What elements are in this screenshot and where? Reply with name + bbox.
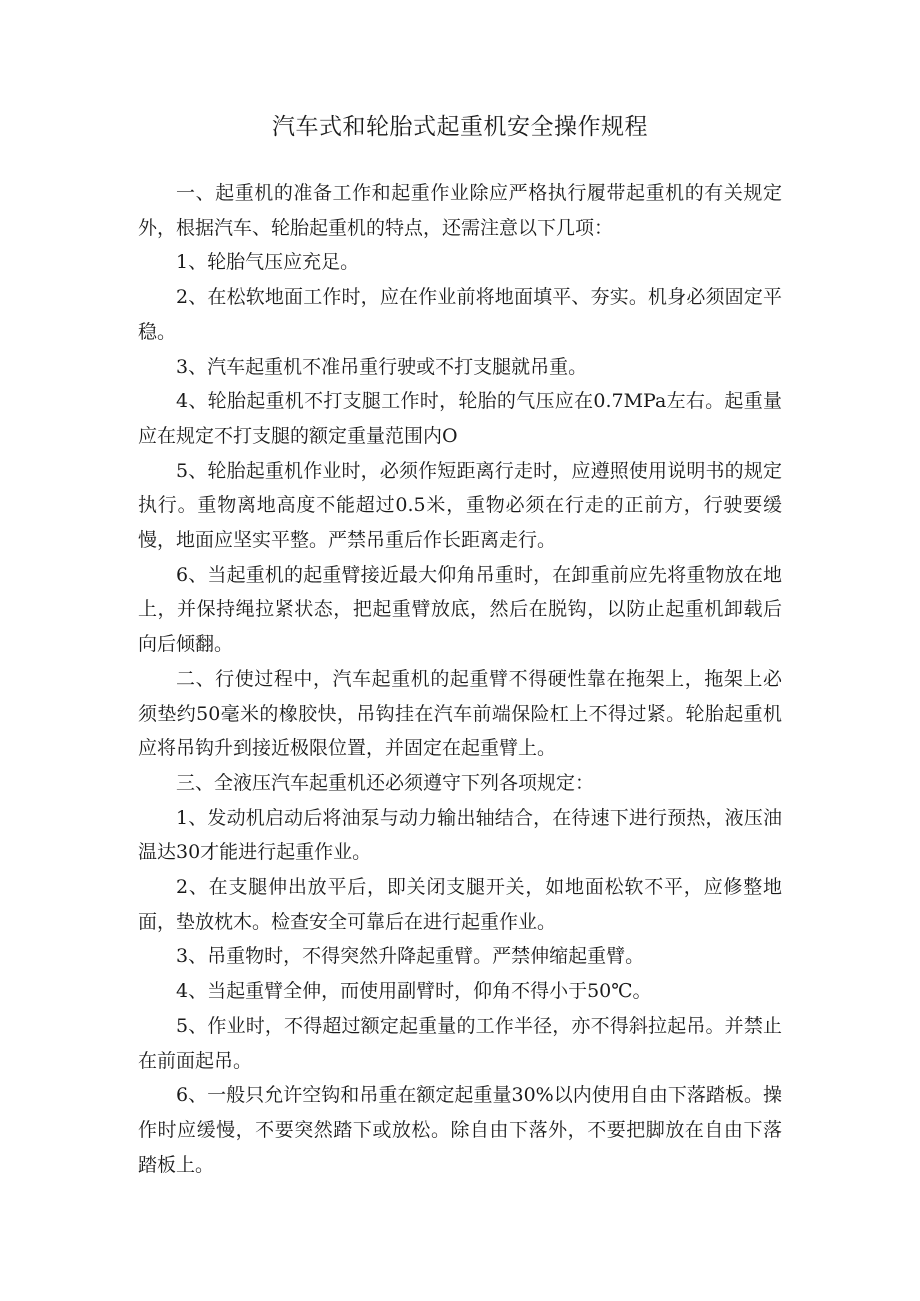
section-3-item-3: 3、吊重物时，不得突然升降起重臂。严禁伸缩起重臂。 bbox=[176, 945, 645, 968]
section-1-intro: 一、起重机的准备工作和起重作业除应严格执行履带起重机的有关规定外，根据汽车、轮胎起重机的特点，还需注意以下几项： bbox=[138, 182, 782, 239]
section-3-item-5: 5、作业时，不得超过额定起重量的工作半径，亦不得斜拉起吊。并禁止在前面起吊。 bbox=[138, 1014, 782, 1072]
section-1-item-3: 3、汽车起重机不准吊重行驶或不打支腿就吊重。 bbox=[176, 355, 588, 378]
section-1-item-6: 6、当起重机的起重臂接近最大仰角吊重时，在卸重前应先将重物放在地上，并保持绳拉紧状态，把起重臂放底，然后在脱钩，以防止起重机卸载后向后倾翻。 bbox=[138, 563, 782, 656]
document-body bbox=[138, 176, 782, 1182]
section-3-item-1: 1、发动机启动后将油泵与动力输出轴结合，在待速下进行预热，液压油温达30才能进行起重作业。 bbox=[138, 806, 782, 864]
section-3-intro: 三、全液压汽车起重机还必须遵守下列各项规定： bbox=[176, 771, 595, 794]
section-2: 二、行使过程中，汽车起重机的起重臂不得硬性靠在拖架上，拖架上必须垫约50毫米的橡胶快，吊钩挂在汽车前端保险杠上不得过紧。轮胎起重机应将吊钩升到接近极限位置，并固定在起重臂上。 bbox=[138, 667, 782, 760]
section-3-item-2: 2、在支腿伸出放平后，即关闭支腿开关，如地面松软不平，应修整地面，垫放枕木。检查安全可靠后在进行起重作业。 bbox=[138, 876, 782, 933]
section-1-item-5: 5、轮胎起重机作业时，必须作短距离行走时，应遵照使用说明书的规定执行。重物离地高度不能超过0.5米，重物必须在行走的正前方，行驶要缓慢，地面应坚实平整。严禁吊重后作长距离走行。 bbox=[138, 459, 782, 552]
section-1-item-1: 1、轮胎气压应充足。 bbox=[176, 251, 360, 274]
document-title: 汽车式和轮胎式起重机安全操作规程 bbox=[272, 114, 648, 140]
section-3-item-4: 4、当起重臂全伸，而使用副臂时，仰角不得小于50℃。 bbox=[176, 980, 652, 1003]
section-1-item-2: 2、在松软地面工作时，应在作业前将地面填平、夯实。机身必须固定平稳。 bbox=[138, 286, 782, 343]
section-3-item-6: 6、一般只允许空钩和吊重在额定起重量30%以内使用自由下落踏板。操作时应缓慢，不要突然踏下或放松。除自由下落外，不要把脚放在自由下落踏板上。 bbox=[138, 1084, 782, 1176]
section-1-item-4: 4、轮胎起重机不打支腿工作时，轮胎的气压应在0.7MPa左右。起重量应在规定不打支腿的额定重量范围内O bbox=[138, 390, 782, 447]
